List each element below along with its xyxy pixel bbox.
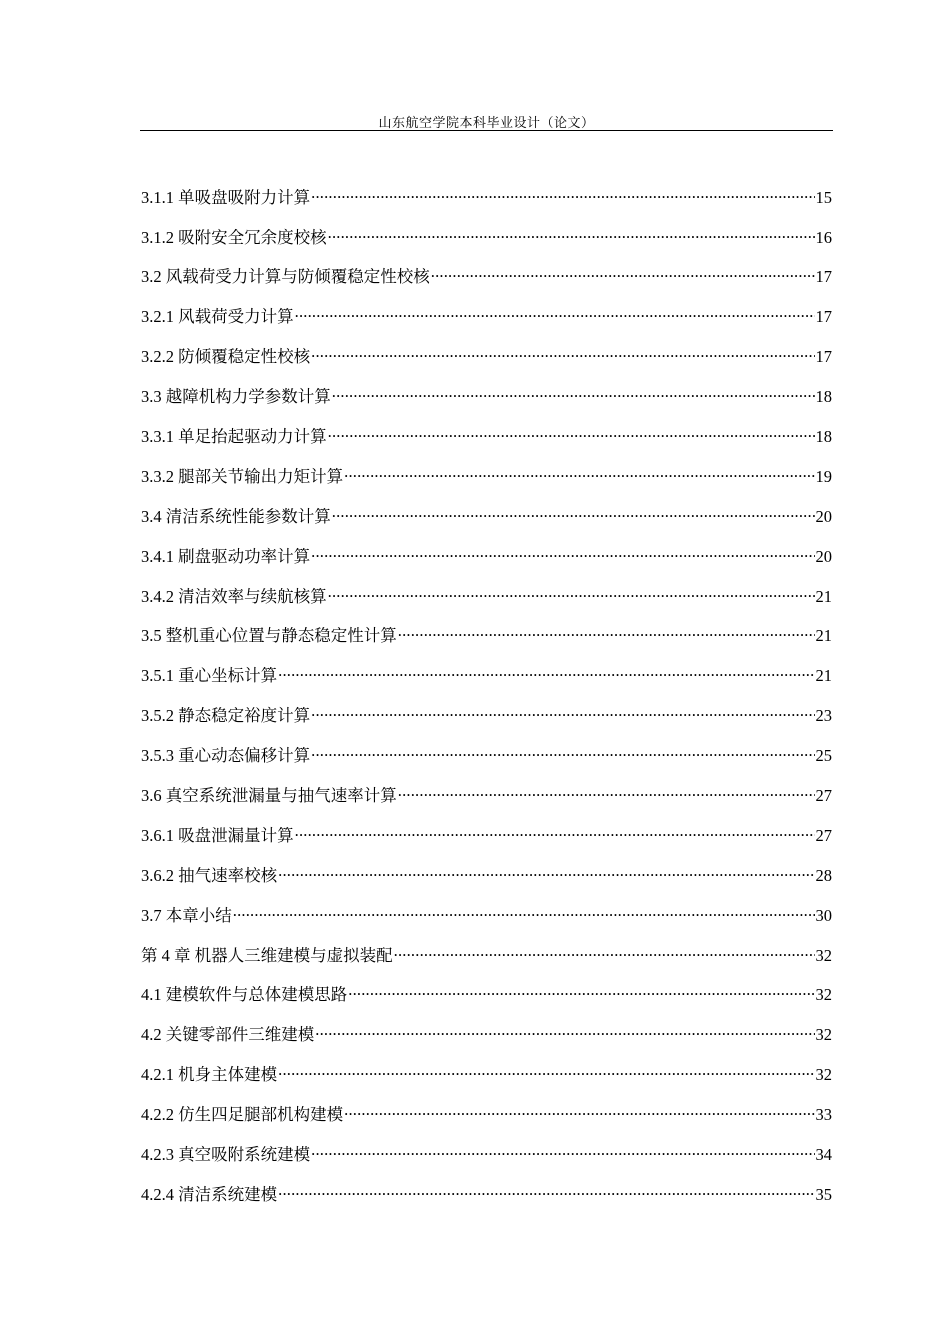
toc-entry-title: 4.2.1 机身主体建模 <box>141 1065 278 1085</box>
toc-entry[interactable] <box>141 1139 832 1179</box>
toc-entry-page-number: 27 <box>815 825 832 845</box>
toc-entry[interactable] <box>141 182 832 222</box>
toc-dot-leader <box>398 780 815 801</box>
toc-dot-leader <box>295 820 815 841</box>
toc-entry-title: 3.4 清洁系统性能参数计算 <box>141 506 331 526</box>
toc-entry[interactable] <box>141 222 832 262</box>
toc-entry-page-number: 21 <box>815 586 832 606</box>
toc-entry-title: 3.5.3 重心动态偏移计算 <box>141 746 311 766</box>
toc-entry[interactable] <box>141 541 832 581</box>
toc-entry-page-number: 20 <box>815 546 832 566</box>
toc-entry-title: 4.2 关键零部件三维建模 <box>141 1025 315 1045</box>
toc-dot-leader <box>311 182 814 203</box>
toc-entry[interactable] <box>141 262 832 302</box>
toc-entry-page-number: 32 <box>815 1065 832 1085</box>
toc-entry[interactable] <box>141 980 832 1020</box>
toc-entry-page-number: 34 <box>815 1145 832 1164</box>
toc-entry-page-number: 16 <box>815 227 832 247</box>
toc-dot-leader <box>344 461 814 482</box>
toc-dot-leader <box>328 222 815 243</box>
toc-entry-page-number: 32 <box>815 985 832 1005</box>
toc-entry[interactable] <box>141 621 832 661</box>
toc-entry-page-number: 19 <box>815 466 832 486</box>
toc-entry-title: 3.2.2 防倾覆稳定性校核 <box>141 347 311 367</box>
toc-entry-page-number: 18 <box>815 387 832 407</box>
toc-entry[interactable] <box>141 342 832 382</box>
toc-entry[interactable] <box>141 421 832 461</box>
toc-dot-leader <box>311 740 814 761</box>
toc-entry[interactable] <box>141 1060 832 1100</box>
toc-entry[interactable] <box>141 701 832 741</box>
toc-entry-page-number: 20 <box>815 506 832 526</box>
toc-entry-title: 3.7 本章小结 <box>141 905 232 925</box>
toc-dot-leader <box>315 1020 814 1041</box>
toc-entry-title: 3.6 真空系统泄漏量与抽气速率计算 <box>141 785 397 805</box>
toc-entry-title: 3.1.2 吸附安全冗余度校核 <box>141 227 327 247</box>
toc-entry[interactable] <box>141 900 832 940</box>
toc-entry-page-number: 35 <box>815 1184 832 1204</box>
toc-entry-title: 4.2.4 清洁系统建模 <box>141 1184 278 1204</box>
toc-entry-page-number: 17 <box>815 307 832 327</box>
toc-entry[interactable] <box>141 461 832 501</box>
toc-entry[interactable] <box>141 581 832 621</box>
toc-entry-page-number: 21 <box>815 626 832 646</box>
toc-entry[interactable] <box>141 780 832 820</box>
toc-dot-leader <box>398 621 815 642</box>
toc-entry[interactable] <box>141 860 832 900</box>
toc-entry-page-number: 17 <box>815 347 832 367</box>
toc-dot-leader <box>311 701 814 722</box>
toc-entry-title: 3.3.1 单足抬起驱动力计算 <box>141 426 327 446</box>
toc-entry[interactable] <box>141 940 832 980</box>
toc-entry[interactable] <box>141 820 832 860</box>
toc-entry-title: 3.1.1 单吸盘吸附力计算 <box>141 187 311 207</box>
toc-entry[interactable] <box>141 501 832 541</box>
toc-dot-leader <box>328 421 815 442</box>
toc-entry-title: 3.2 风载荷受力计算与防倾覆稳定性校核 <box>141 267 430 287</box>
toc-entry-title: 4.1 建模软件与总体建模思路 <box>141 985 348 1005</box>
toc-entry-page-number: 25 <box>815 746 832 766</box>
toc-entry[interactable] <box>141 740 832 780</box>
toc-dot-leader <box>278 1060 814 1081</box>
toc-dot-leader <box>278 1179 814 1200</box>
toc-entry-title: 4.2.2 仿生四足腿部机构建模 <box>141 1105 344 1125</box>
toc-entry[interactable] <box>141 1179 832 1219</box>
toc-dot-leader <box>233 900 815 921</box>
toc-entry-page-number: 32 <box>815 945 832 965</box>
toc-entry[interactable] <box>141 1020 832 1060</box>
toc-entry[interactable] <box>141 302 832 342</box>
toc-entry-title: 3.6.1 吸盘泄漏量计算 <box>141 825 294 845</box>
toc-entry-page-number: 28 <box>815 865 832 885</box>
toc-dot-leader <box>311 1139 814 1160</box>
toc-entry-page-number: 23 <box>815 706 832 726</box>
toc-entry-title: 3.6.2 抽气速率校核 <box>141 865 278 885</box>
toc-entry-title: 3.5.1 重心坐标计算 <box>141 666 278 686</box>
toc-dot-leader <box>311 342 814 363</box>
running-header: 山东航空学院本科毕业设计（论文） <box>378 115 595 130</box>
toc-entry-title: 3.2.1 风载荷受力计算 <box>141 307 294 327</box>
toc-dot-leader <box>348 980 814 1001</box>
toc-entry-title: 3.5 整机重心位置与静态稳定性计算 <box>141 626 397 646</box>
table-of-contents <box>141 182 832 1219</box>
header-rule <box>140 130 833 131</box>
toc-entry-page-number: 33 <box>815 1105 832 1125</box>
toc-entry-title: 第 4 章 机器人三维建模与虚拟装配 <box>141 945 393 965</box>
toc-entry-title: 3.3.2 腿部关节输出力矩计算 <box>141 466 344 486</box>
toc-entry-title: 4.2.3 真空吸附系统建模 <box>141 1145 311 1164</box>
toc-entry-page-number: 32 <box>815 1025 832 1045</box>
toc-dot-leader <box>394 940 815 961</box>
toc-entry-page-number: 15 <box>815 187 832 207</box>
toc-entry-title: 3.4.1 刷盘驱动功率计算 <box>141 546 311 566</box>
toc-entry[interactable] <box>141 1099 832 1139</box>
toc-dot-leader <box>344 1099 814 1120</box>
toc-entry-title: 3.4.2 清洁效率与续航核算 <box>141 586 327 606</box>
toc-dot-leader <box>332 501 815 522</box>
toc-entry-page-number: 18 <box>815 426 832 446</box>
toc-entry-page-number: 30 <box>815 905 832 925</box>
toc-dot-leader <box>311 541 814 562</box>
toc-entry-page-number: 27 <box>815 785 832 805</box>
toc-entry-page-number: 17 <box>815 267 832 287</box>
toc-dot-leader <box>295 302 815 323</box>
toc-entry[interactable] <box>141 381 832 421</box>
toc-entry-title: 3.3 越障机构力学参数计算 <box>141 387 331 407</box>
toc-dot-leader <box>431 262 815 283</box>
toc-dot-leader <box>278 860 814 881</box>
toc-entry[interactable] <box>141 661 832 701</box>
toc-entry-title: 3.5.2 静态稳定裕度计算 <box>141 706 311 726</box>
toc-dot-leader <box>332 381 815 402</box>
toc-dot-leader <box>278 661 814 682</box>
toc-dot-leader <box>328 581 815 602</box>
toc-entry-page-number: 21 <box>815 666 832 686</box>
